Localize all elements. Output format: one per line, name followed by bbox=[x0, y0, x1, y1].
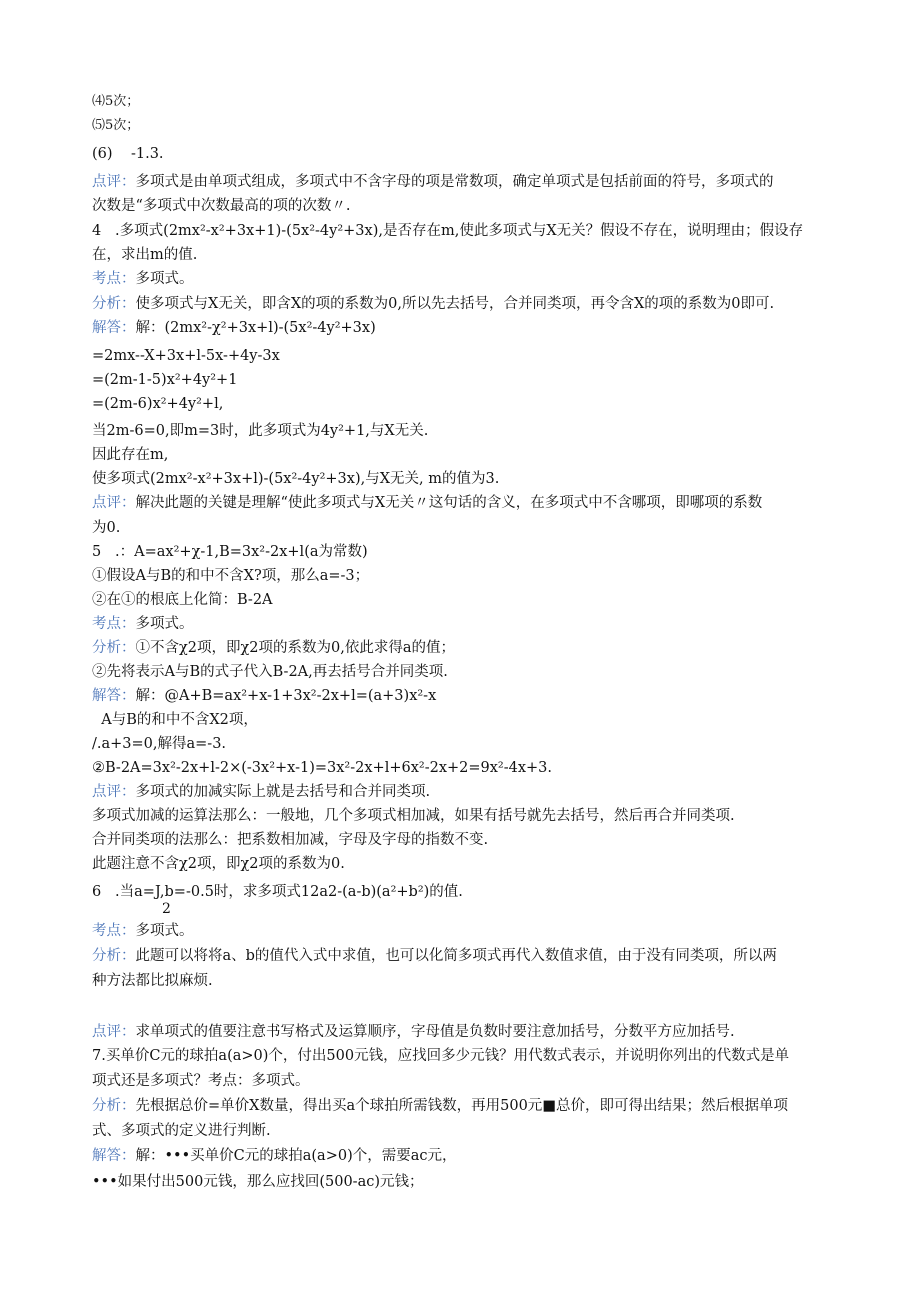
line-29: 点评：多项式的加减实际上就是去括号和合并同类项. bbox=[92, 784, 431, 800]
line-24: ②先将表示A与B的式子代入B-2A,再去括号合并同类项. bbox=[92, 664, 448, 680]
line-26: A与B的和中不含X2项， bbox=[92, 712, 258, 728]
line-25: 解答：解：@A+B=ax²+x-1+3x²-2x+l=(a+3)x²-x bbox=[92, 688, 437, 704]
line-36: 种方法都比拟麻烦. bbox=[92, 973, 213, 989]
line-33: 6 .当a=J,b=-0.5时，求多项式12a2-(a-b)(a²+b²)的值. bbox=[92, 884, 463, 900]
line-2: ⑸5次； bbox=[92, 118, 140, 133]
line-32: 此题注意不含χ2项，即χ2项的系数为0. bbox=[92, 856, 345, 872]
line-30: 多项式加减的运算法那么：一般地，几个多项式相加减，如果有括号就先去括号，然后再合并同类项. bbox=[92, 808, 735, 824]
line-43: •••如果付出500元钱，那么应找回(500-ac)元钱； bbox=[92, 1174, 424, 1190]
line-40: 分析：先根据总价=单价X数量，得出买a个球拍所需钱数，再用500元■总价，即可得出结果；然后根据单项 bbox=[92, 1098, 788, 1114]
line-27: /.a+3=0,解得a=-3. bbox=[92, 736, 227, 752]
line-18: 为0. bbox=[92, 520, 121, 536]
line-6: 4 .多项式(2mx²-x²+3x+1)-(5x²-4y²+3x),是否存在m,使此多项式与X无关？假设不存在，说明理由；假设存 bbox=[92, 223, 804, 239]
line-22: 考点：多项式。 bbox=[92, 616, 194, 632]
line-37: 点评：求单项式的值要注意书写格式及运算顺序，字母值是负数时要注意加括号，分数平方应加括号. bbox=[92, 1024, 735, 1040]
fraction-denominator: 2 bbox=[162, 901, 171, 917]
line-16: 使多项式(2mx²-x²+3x+l)-(5x²-4y²+3x),与X无关, m的值为3. bbox=[92, 471, 500, 487]
line-35: 分析：此题可以将将a、b的值代入式中求值，也可以化简多项式再代入数值求值，由于没有同类项，所以两 bbox=[92, 948, 777, 964]
line-17: 点评：解决此题的关键是理解“使此多项式与X无关〃这句话的含义，在多项式中不含哪项，即哪项的系数 bbox=[92, 495, 763, 511]
line-7: 在，求出m的值. bbox=[92, 247, 198, 263]
line-8: 考点：多项式。 bbox=[92, 271, 194, 287]
line-20: ①假设A与B的和中不含X?项，那么a=-3； bbox=[92, 568, 370, 584]
line-31: 合并同类项的法那么：把系数相加减，字母及字母的指数不变. bbox=[92, 832, 489, 848]
line-41: 式、多项式的定义进行判断. bbox=[92, 1123, 271, 1139]
line-34: 考点：多项式。 bbox=[92, 923, 194, 939]
line-21: ②在①的根底上化简：B-2A bbox=[92, 592, 273, 608]
line-23: 分析：①不含χ2项，即χ2项的系数为0,依此求得a的值； bbox=[92, 640, 456, 656]
line-5: 次数是“多项式中次数最高的项的次数〃. bbox=[92, 198, 351, 214]
line-14: 当2m-6=0,即m=3时，此多项式为4y²+1,与X无关. bbox=[92, 423, 429, 439]
line-4: 点评：多项式是由单项式组成，多项式中不含字母的项是常数项，确定单项式是包括前面的符号，多项式的 bbox=[92, 174, 774, 190]
line-11: =2mx--X+3x+l-5x-+4y-3x bbox=[92, 348, 280, 364]
line-15: 因此存在m, bbox=[92, 447, 169, 463]
line-10: 解答：解：(2mx²-χ²+3x+l)-(5x²-4y²+3x) bbox=[92, 320, 376, 336]
line-19: 5 .：A=ax²+χ-1,B=3x²-2x+l(a为常数) bbox=[92, 544, 368, 560]
line-28: ②B-2A=3x²-2x+l-2×(-3x²+x-1)=3x²-2x+l+6x²-2x+2=9x²-4x+3. bbox=[92, 760, 553, 776]
line-39: 项式还是多项式？考点：多项式。 bbox=[92, 1073, 310, 1089]
line-3: (6) -1.3. bbox=[92, 146, 164, 162]
line-12: =(2m-1-5)x²+4y²+1 bbox=[92, 372, 238, 388]
line-42: 解答：解：•••买单价C元的球拍a(a>0)个，需要ac元， bbox=[92, 1148, 457, 1164]
line-1: ⑷5次； bbox=[92, 94, 140, 109]
line-9: 分析：使多项式与X无关，即含X的项的系数为0,所以先去括号，合并同类项，再令含X的项的系数为0即可. bbox=[92, 296, 775, 312]
line-13: =(2m-6)x²+4y²+l, bbox=[92, 396, 224, 412]
line-38: 7.买单价C元的球拍a(a>0)个，付出500元钱，应找回多少元钱？用代数式表示，并说明你列出的代数式是单 bbox=[92, 1048, 790, 1064]
